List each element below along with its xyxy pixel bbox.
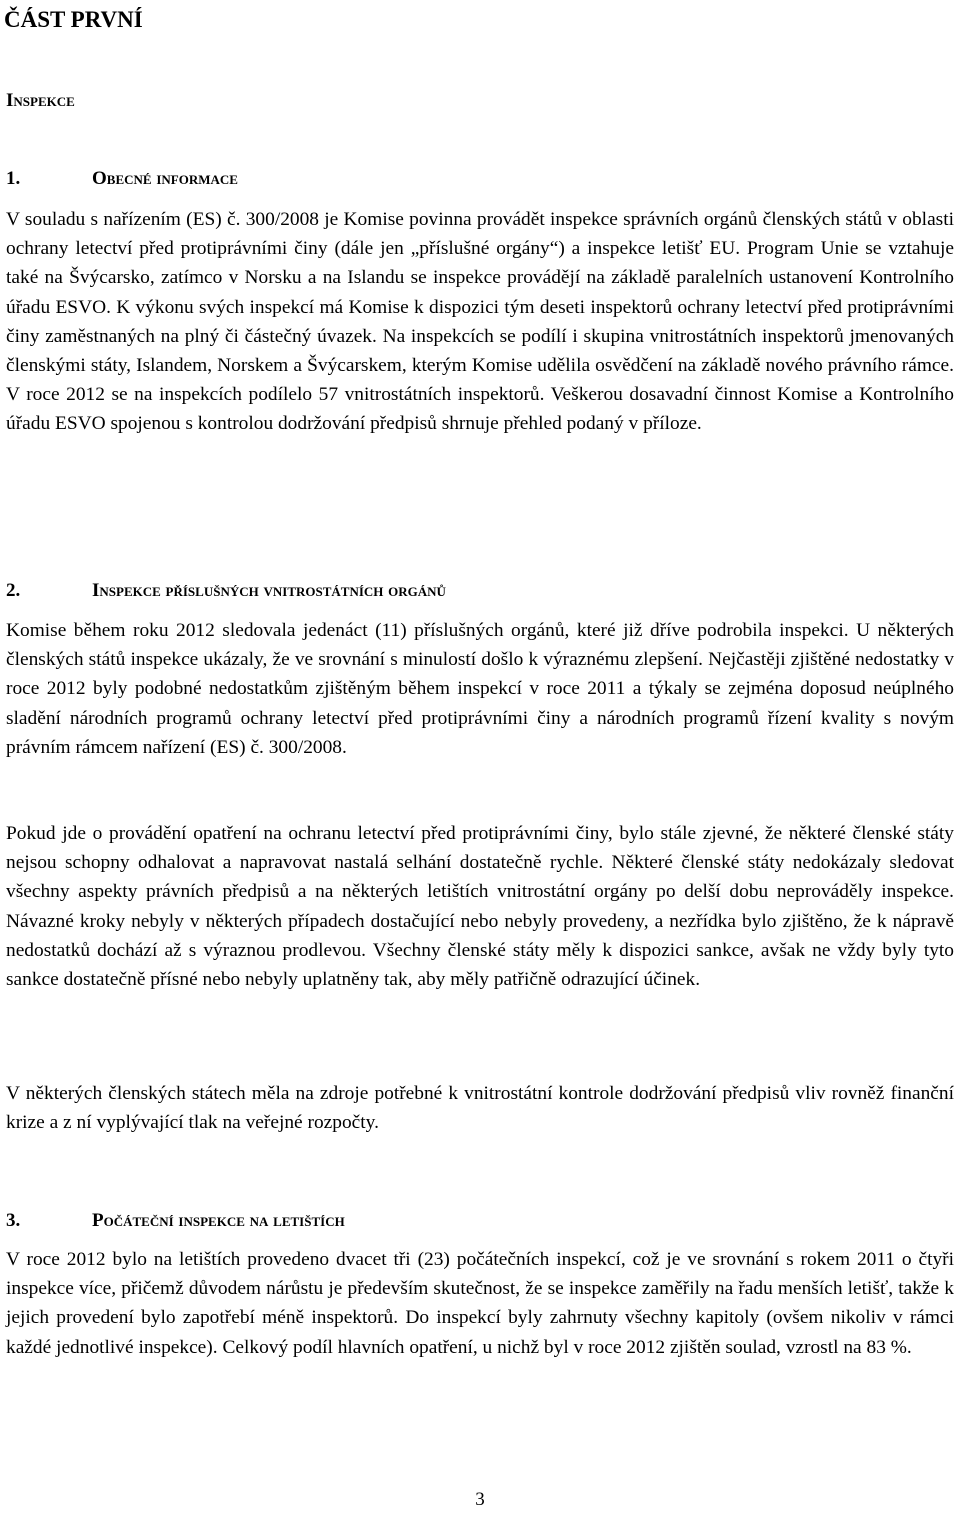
heading-title: Inspekce příslušných vnitrostátních orgánů [92,580,446,601]
heading-number: 2. [6,580,21,601]
page-number: 3 [475,1489,485,1510]
heading-section-2 [6,579,446,603]
heading-section-3 [6,1209,345,1233]
heading-number: 1. [6,168,21,189]
section-title: Inspekce [6,90,75,111]
paragraph: Pokud jde o provádění opatření na ochranu letectví před protiprávními činy, bylo stále zjevné, že některé členské státy nejsou schopny odhalovat a napravovat nastalá selhání dostatečně rychle. Některé členské státy nedokázaly sledovat všechny aspekty právních předpisů a na některých letištích vnitrostátní orgány po delší dobu neprováděly inspekce. Návazné kroky nebyly v některých případech dostačující nebo nebyly provedeny, a nezřídka bylo zjištěno, že k nápravě nedostatků dochází až s výraznou prodlevou. Všechny členské státy měly k dispozici sankce, avšak ne vždy byly tyto sankce dostatečně přísné nebo nebyly uplatněny tak, aby měly patřičně odrazující účinek. [6,823,954,991]
paragraph: V některých členských státech měla na zdroje potřebné k vnitrostátní kontrole dodržování předpisů vliv rovněž finanční krize a z ní vyplývající tlak na veřejné rozpočty. [6,1083,954,1134]
heading-title: Počáteční inspekce na letištích [92,1210,345,1231]
heading-title: Obecné informace [92,168,238,189]
part-title: ČÁST PRVNÍ [4,7,143,32]
paragraph: V roce 2012 bylo na letištích provedeno dvacet tři (23) počátečních inspekcí, což je ve srovnání s rokem 2011 o čtyři inspekce více, přičemž důvodem nárůstu je především skutečnost, že se inspekce zaměřily na řadu menších letišť, takže k jejich provedení bylo zapotřebí méně inspektorů. Do inspekcí byly zahrnuty všechny kapitoly (ovšem nikoliv v rámci každé jednotlivé inspekce). Celkový podíl hlavních opatření, u nichž byl v roce 2012 zjištěn soulad, vzrostl na 83 %. [6,1249,954,1358]
heading-number: 3. [6,1210,21,1231]
heading-section-1 [6,167,238,191]
paragraph: Komise během roku 2012 sledovala jedenáct (11) příslušných orgánů, které již dříve podrobila inspekci. U některých členských států inspekce ukázaly, že ve srovnání s minulostí došlo k výraznému zlepšení. Nejčastěji zjištěné nedostatky v roce 2012 byly podobné nedostatkům zjištěným během inspekcí v roce 2011 a týkaly se zejména doposud neúplného sladění národních programů ochrany letectví před protiprávními činy a národních programů řízení kvality s novým právním rámcem nařízení (ES) č. 300/2008. [6,620,954,758]
paragraph: V souladu s nařízením (ES) č. 300/2008 je Komise povinna provádět inspekce správních orgánů členských států v oblasti ochrany letectví před protiprávními činy (dále jen „příslušné orgány“) a inspekce letišť EU. Program Unie se vztahuje také na Švýcarsko, zatímco v Norsku a na Islandu se inspekce provádějí na základě paralelních ustanovení Kontrolního úřadu ESVO. K výkonu svých inspekcí má Komise k dispozici tým deseti inspektorů ochrany letectví před protiprávními činy zaměstnaných na plný či částečný úvazek. Na inspekcích se podílí i skupina vnitrostátních inspektorů jmenovaných členskými státy, Islandem, Norskem a Švýcarskem, kterým Komise udělila osvědčení na základě nového právního rámce. V roce 2012 se na inspekcích podílelo 57 vnitrostátních inspektorů. Veškerou dosavadní činnost Komise a Kontrolního úřadu ESVO spojenou s kontrolou dodržování předpisů shrnuje přehled podaný v příloze. [6,209,954,435]
